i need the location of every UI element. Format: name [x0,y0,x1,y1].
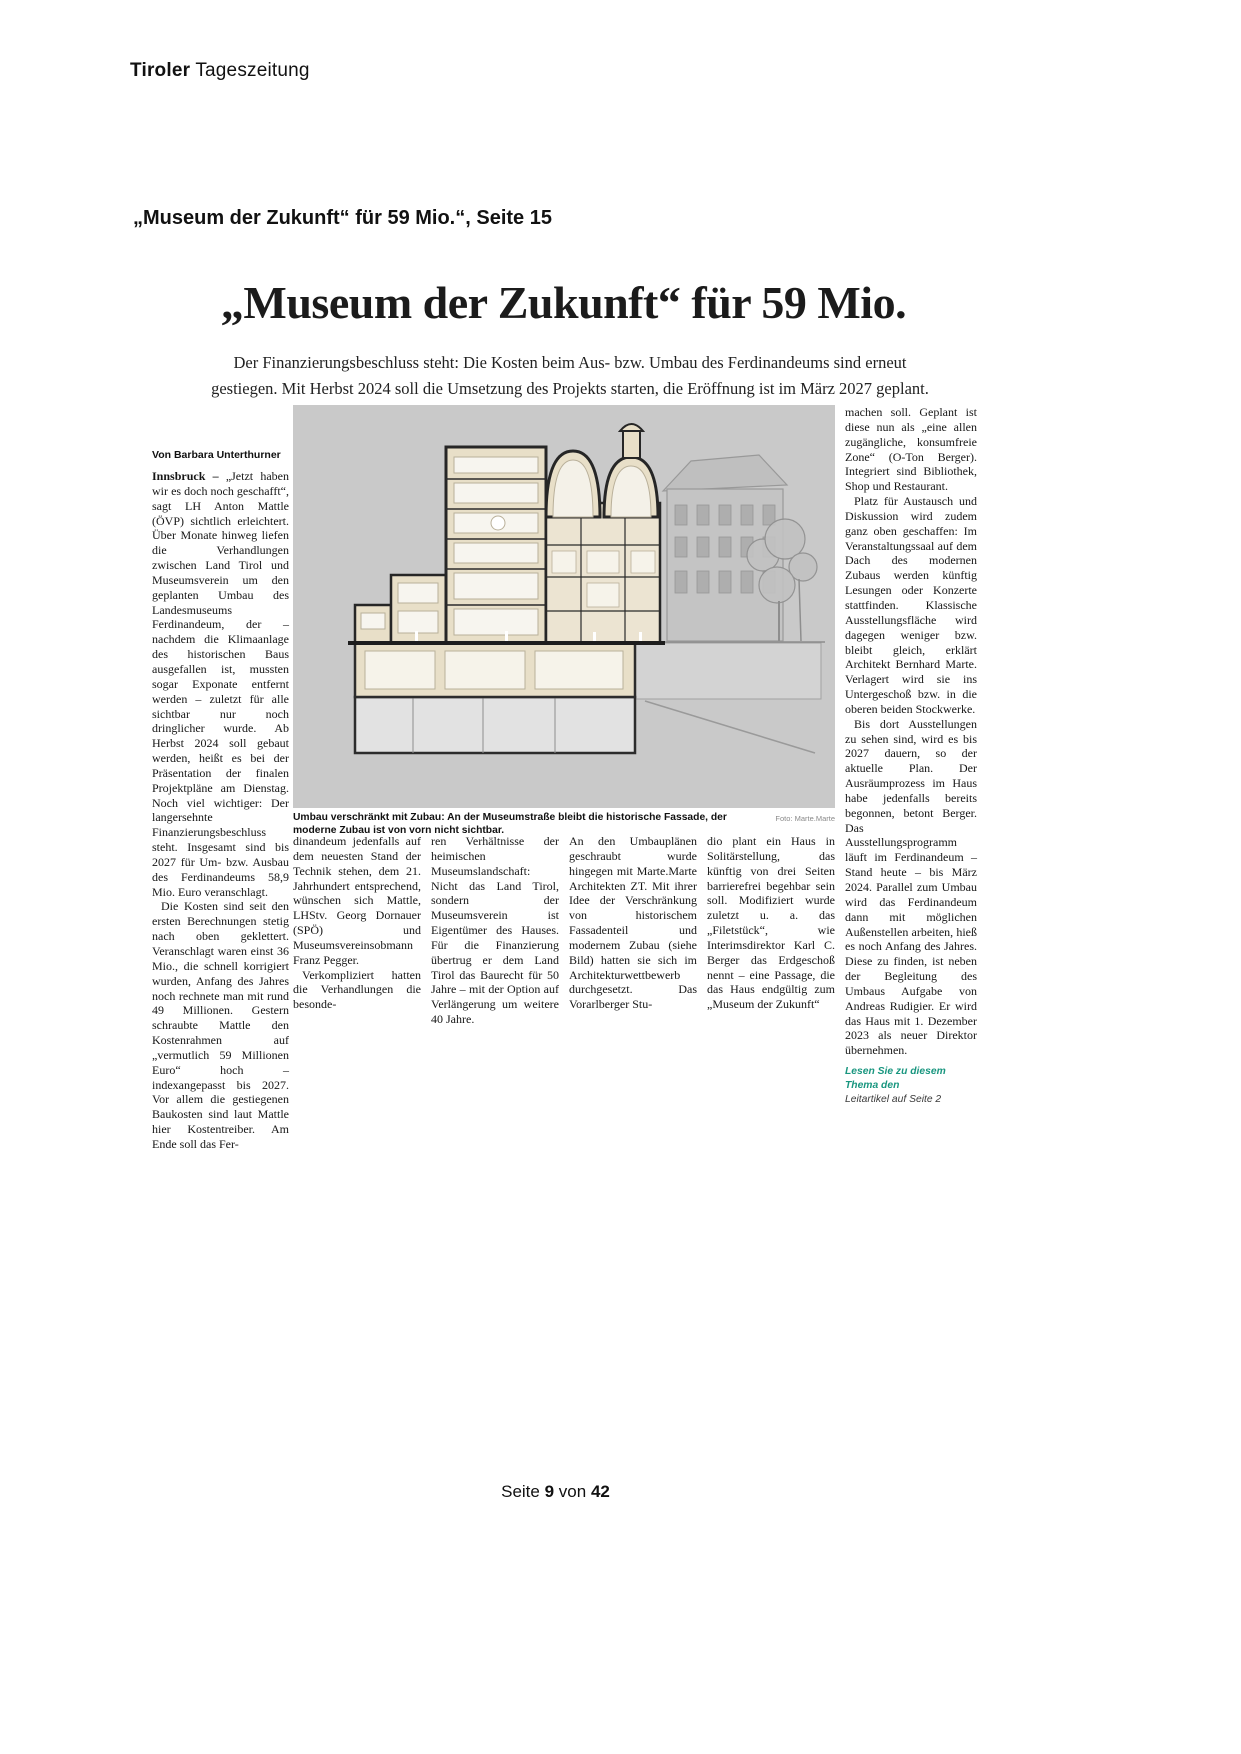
paragraph: machen soll. Geplant ist diese nun als „eine allen zugängliche, konsumfreie Zone“ (O-Ton Berger). Integriert sind Bibliothek, Shop und Restaurant. [845,405,977,494]
paragraph: ren Verhältnisse der heimischen Museumslandschaft: Nicht das Land Tirol, sondern der Museumsverein ist Eigentümer des Hauses. Für die Finanzierung übertrug er dem Land Tirol das Baurecht für 50 Jahre – mit der Option auf Verlängerung um weitere 40 Jahre. [431,834,559,1027]
masthead-brand-bold: Tiroler [130,60,191,81]
footer-page-number: 9 [544,1482,555,1501]
article-column-4 [569,834,697,1027]
lead-location: Innsbruck – [152,469,219,483]
article-headline: „Museum der Zukunft“ für 59 Mio. [220,277,907,328]
paragraph: Platz für Austausch und Diskussion wird zudem ganz oben geschaffen: Im Veranstaltungssaal auf dem Dach des modernen Zubaus werden künftig Lesungen oder Konzerte stattfinden. Klassische Ausstellungsfläche wird dagegen weniger bzw. bleibt gleich, erklärt Architekt Bernhard Marte. Verlagert wird sie ins Untergeschoß bzw. in die oberen beiden Stockwerke. [845,494,977,716]
article-column-5 [707,834,835,1027]
article-column-6 [845,405,977,1107]
footer-total-pages: 42 [590,1482,610,1501]
lead-paragraph [152,469,289,899]
image-caption-text: Umbau verschränkt mit Zubau: An der Museumstraße bleibt die historische Fassade, der moderne Zubau ist von vorn nicht sichtbar. [293,812,727,836]
paragraph: Die Kosten sind seit den ersten Berechnungen stetig nach oben geklettert. Veranschlagt waren einst 36 Mio., die schnell korrigiert wurden, Anfang des Jahres noch rechnete man mit rund 49 Millionen. Gestern schraubte Mattle den Kostenrahmen auf „vermutlich 59 Millionen Euro“ hoch – indexangepasst bis 2027. Vor allem die gestiegenen Baukosten sind laut Mattle hier Kostentreiber. Am Ende soll das Fer- [152,899,289,1151]
paragraph: An den Umbauplänen geschraubt wurde hingegen mit Marte.Marte Architekten ZT. Mit ihrer Idee der Verschränkung von historischem Fassadenteil und modernem Zubau (siehe Bild) hatten sie sich im Architekturwettbewerb durchgesetzt. Das Vorarlberger Stu- [569,834,697,1012]
lower-columns [293,834,835,1027]
article-column-3 [431,834,559,1027]
subtitle-line-2: gestiegen. Mit Herbst 2024 soll die Umsetzung des Projekts starten, die Eröffnung ist im März 2027 geplant. [211,379,929,399]
footer-word-von: von [558,1482,587,1501]
reference-headline: „Museum der Zukunft“ für 59 Mio.“, Seite 15 [133,207,552,229]
subtitle-line-1: Der Finanzierungsbeschluss steht: Die Kosten beim Aus- bzw. Umbau des Ferdinandeums sind erneut [233,353,907,372]
article-image [293,405,835,808]
article-column-2 [293,834,421,1027]
related-note-line-1: Lesen Sie zu diesem Thema den [845,1066,946,1092]
newspaper-masthead [130,60,310,82]
paragraph: Bis dort Ausstellungen zu sehen sind, wird es bis 2027 dauern, so der aktuelle Plan. Der Ausräumprozess im Haus habe jedenfalls bereits begonnen, betont Berger. Das Ausstellungsprogramm läuft im Ferdinandeum – Stand heute – bis März 2024. Parallel zum Umbau wird das Ferdinandeum dann mit möglichen Außenstellen arbeiten, hieß es noch Anfang des Jahres. Diese zu finden, ist neben der Begleitung des Umbaus Aufgabe von Andreas Rudigier. Er wird das Haus mit 1. Dezember 2023 als neuer Direktor übernehmen. [845,716,977,1058]
article-byline: Von Barbara Unterthurner [152,449,281,461]
footer-word-seite: Seite [501,1482,540,1501]
masthead-brand-rest: Tageszeitung [195,60,310,81]
photo-credit: Foto: Marte.Marte [775,814,835,823]
paragraph: Verkompliziert hatten die Verhandlungen die besonde- [293,967,421,1012]
lead-text: „Jetzt haben wir es doch noch geschafft“, sagt LH Anton Mattle (ÖVP) sichtlich erleichtert. Über Monate hinweg liefen die Verhandlungen zwischen Land Tirol und Museumsverein um den geplanten Umbau des Landesmuseums Ferdinandeum, der – nachdem die Klimaanlage des historischen Baus ausgefallen ist, mussten sogar Exponate entfernt werden – zuletzt für alle sichtbar nur noch dringlicher wurde. Ab Herbst 2024 soll gebaut werden, heißt es bei der Präsentation der finalen Projektpläne am Dienstag. Noch viel wichtiger: Der langersehnte Finanzierungsbeschluss steht. Insgesamt sind bis 2027 für Um- bzw. Ausbau des Ferdinandeums 58,9 Mio. Euro veranschlagt. [152,469,289,899]
paragraph: dio plant ein Haus in Solitärstellung, das künftig von drei Seiten barrierefrei begehbar sein soll. Modifiziert wurde zuletzt u. a. das „Filetstück“, wie Interimsdirektor Karl C. Berger das Erdgeschoß nennt – eine Passage, die das Haus endgültig zum „Museum der Zukunft“ [707,834,835,1012]
paragraph: dinandeum jedenfalls auf dem neuesten Stand der Technik stehen, dem 21. Jahrhundert entsprechend, wünschen sich Mattle, LHStv. Georg Dornauer (SPÖ) und Museumsvereinsobmann Franz Pegger. [293,834,421,967]
building-section-illustration [293,405,835,808]
page-footer [0,1482,1111,1502]
article-column-1 [152,469,289,1152]
article-subtitle [170,350,970,402]
related-article-note [845,1065,977,1107]
related-note-line-2: Leitartikel auf Seite 2 [845,1093,942,1105]
